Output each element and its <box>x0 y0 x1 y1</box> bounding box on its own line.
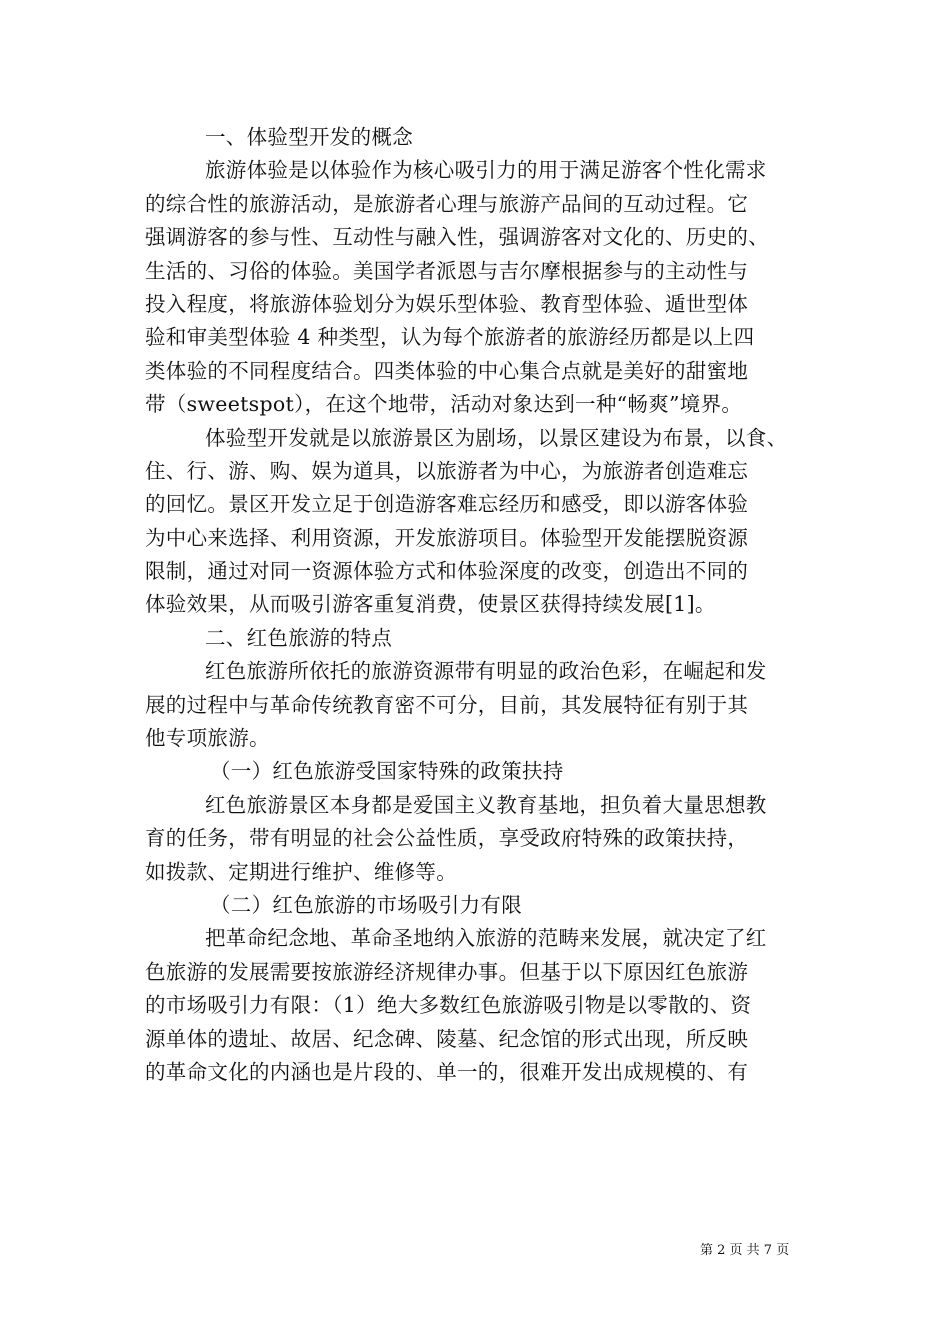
text-line: 强调游客的参与性、互动性与融入性，强调游客对文化的、历史的、 <box>145 225 769 250</box>
text-line: 一、体验型开发的概念 <box>205 125 413 149</box>
text-line: 的革命文化的内涵也是片段的、单一的，很难开发出成规模的、有 <box>145 1059 749 1084</box>
text-line: 体验效果，从而吸引游客重复消费，使景区获得持续发展[1]。 <box>145 592 716 617</box>
text-line: 住、行、游、购、娱为道具，以旅游者为中心，为旅游者创造难忘 <box>145 458 749 483</box>
text-line: 色旅游的发展需要按旅游经济规律办事。但基于以下原因红色旅游 <box>145 959 749 984</box>
text-line: 类体验的不同程度结合。四类体验的中心集合点就是美好的甜蜜地 <box>145 358 749 383</box>
text-line: 验和审美型体验 4 种类型，认为每个旅游者的旅游经历都是以上四 <box>145 325 755 350</box>
text-line: 的回忆。景区开发立足于创造游客难忘经历和感受，即以游客体验 <box>145 492 749 517</box>
text-line: 为中心来选择、利用资源，开发旅游项目。体验型开发能摆脱资源 <box>145 525 749 550</box>
text-line: （一）红色旅游受国家特殊的政策扶持 <box>210 759 564 784</box>
text-line: 育的任务，带有明显的社会公益性质，享受政府特殊的政策扶持， <box>145 826 749 851</box>
text-line: 二、红色旅游的特点 <box>205 625 393 650</box>
text-line: 带（sweetspot），在这个地带，活动对象达到一种“畅爽”境界。 <box>145 392 743 417</box>
text-line: 投入程度，将旅游体验划分为娱乐型体验、教育型体验、遁世型体 <box>145 291 749 316</box>
text-line: 的综合性的旅游活动，是旅游者心理与旅游产品间的互动过程。它 <box>145 191 749 216</box>
text-line: 源单体的遗址、故居、纪念碑、陵墓、纪念馆的形式出现，所反映 <box>145 1026 749 1051</box>
text-line: 如拨款、定期进行维护、维修等。 <box>145 859 457 884</box>
text-line: （二）红色旅游的市场吸引力有限 <box>210 892 522 917</box>
text-line: 旅游体验是以体验作为核心吸引力的用于满足游客个性化需求 <box>205 158 767 183</box>
page-number-footer: 第 2 页 共 7 页 <box>700 1243 790 1258</box>
text-line: 展的过程中与革命传统教育密不可分，目前，其发展特征有别于其 <box>145 692 749 717</box>
text-line: 的市场吸引力有限：（1）绝大多数红色旅游吸引物是以零散的、资 <box>145 993 752 1018</box>
text-line: 把革命纪念地、革命圣地纳入旅游的范畴来发展，就决定了红 <box>205 926 767 951</box>
text-line: 红色旅游所依托的旅游资源带有明显的政治色彩，在崛起和发 <box>205 659 767 684</box>
text-line: 限制，通过对同一资源体验方式和体验深度的改变，创造出不同的 <box>145 559 749 584</box>
text-line: 红色旅游景区本身都是爱国主义教育基地，担负着大量思想教 <box>205 792 767 817</box>
text-line: 他专项旅游。 <box>145 726 270 751</box>
document-body <box>145 121 805 1089</box>
text-line: 体验型开发就是以旅游景区为剧场，以景区建设为布景，以食、 <box>205 425 788 450</box>
text-line: 生活的、习俗的体验。美国学者派恩与吉尔摩根据参与的主动性与 <box>145 258 749 283</box>
